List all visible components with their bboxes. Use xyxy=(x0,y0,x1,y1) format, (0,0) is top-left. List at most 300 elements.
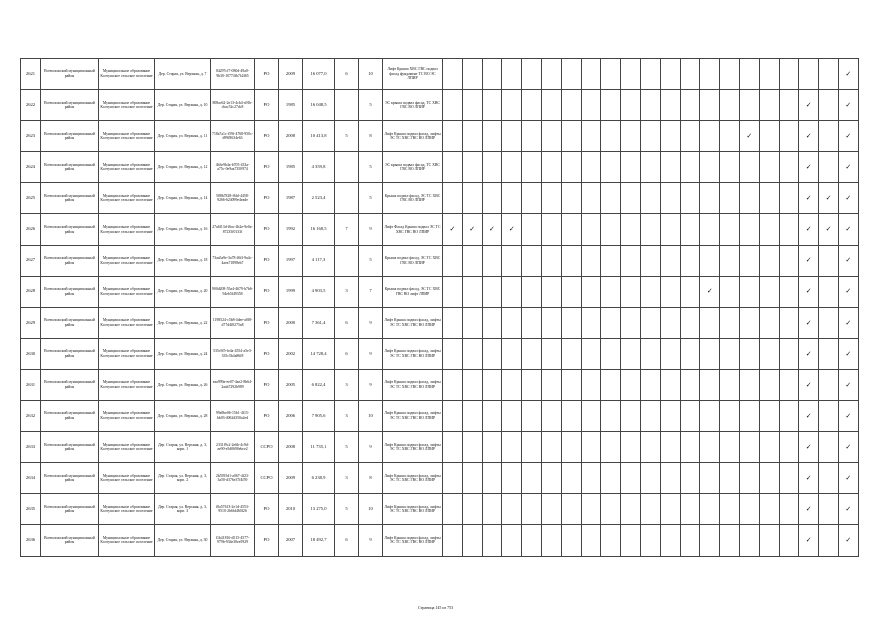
work-check-cell xyxy=(819,432,839,463)
row-number: 2629 xyxy=(21,307,41,338)
municipality-cell: Муниципальное образование Колтушское сельское поселение xyxy=(99,494,155,525)
work-check-cell xyxy=(482,432,502,463)
table-row xyxy=(21,276,859,307)
district-cell: Всеволожский муниципальный район xyxy=(41,276,99,307)
fund-form-cell: РО xyxy=(255,276,279,307)
work-check-cell xyxy=(759,121,779,152)
district-cell: Всеволожский муниципальный район xyxy=(41,463,99,494)
work-check-cell xyxy=(482,401,502,432)
work-check-cell xyxy=(779,525,799,556)
floors-min-cell: 5 xyxy=(335,121,359,152)
row-number: 2626 xyxy=(21,214,41,245)
work-check-cell xyxy=(502,59,522,90)
work-check-cell xyxy=(443,214,463,245)
table-row xyxy=(21,214,859,245)
work-check-cell xyxy=(462,276,482,307)
check-mark-icon: ✓ xyxy=(845,349,852,358)
work-check-cell xyxy=(581,338,601,369)
works-list-cell: Лифт Крыша подвал фасад, лифты ЭС ТС ХВС ГВС ВО ЛПИР xyxy=(383,432,443,463)
table-row xyxy=(21,525,859,556)
work-check-cell xyxy=(680,494,700,525)
work-check-cell xyxy=(739,432,759,463)
work-check-cell xyxy=(819,245,839,276)
address-cell: Дер. Старая, ул. Верхняя, д. 14 xyxy=(155,183,211,214)
work-check-cell xyxy=(640,121,660,152)
work-check-cell xyxy=(621,338,641,369)
work-check-cell xyxy=(838,369,858,400)
address-cell: Дер. Старая, ул. Верхняя, д. 30 xyxy=(155,525,211,556)
guid-cell: 2331f9c2-2e6b-4c9d-ae90-e5d0690ebce2 xyxy=(211,432,255,463)
year-cell: 2007 xyxy=(279,525,303,556)
work-check-cell xyxy=(502,276,522,307)
work-check-cell xyxy=(443,338,463,369)
work-check-cell xyxy=(640,525,660,556)
work-check-cell xyxy=(443,369,463,400)
work-check-cell xyxy=(581,494,601,525)
work-check-cell xyxy=(640,369,660,400)
work-check-cell xyxy=(601,463,621,494)
table-row xyxy=(21,338,859,369)
work-check-cell xyxy=(522,90,542,121)
municipality-cell: Муниципальное образование Колтушское сельское поселение xyxy=(99,432,155,463)
floors-max-cell: 5 xyxy=(359,152,383,183)
check-mark-icon: ✓ xyxy=(746,131,753,140)
work-check-cell xyxy=(680,183,700,214)
address-cell: Дер. Старая, ул. Верхняя, д. 28 xyxy=(155,401,211,432)
floors-min-cell: 3 xyxy=(335,463,359,494)
work-check-cell xyxy=(739,245,759,276)
work-check-cell xyxy=(640,90,660,121)
work-check-cell xyxy=(680,463,700,494)
area-cell: 6 822,4 xyxy=(303,369,335,400)
row-number: 2634 xyxy=(21,463,41,494)
work-check-cell xyxy=(462,525,482,556)
work-check-cell xyxy=(482,494,502,525)
work-check-cell xyxy=(443,494,463,525)
work-check-cell xyxy=(621,369,641,400)
fund-form-cell: РО xyxy=(255,369,279,400)
fund-form-cell: РО xyxy=(255,121,279,152)
work-check-cell xyxy=(462,494,482,525)
fund-form-cell: РО xyxy=(255,338,279,369)
work-check-cell xyxy=(443,432,463,463)
work-check-cell xyxy=(660,338,680,369)
work-check-cell xyxy=(601,525,621,556)
work-check-cell xyxy=(838,432,858,463)
row-number: 2622 xyxy=(21,90,41,121)
work-check-cell xyxy=(700,525,720,556)
check-mark-icon: ✓ xyxy=(845,380,852,389)
work-check-cell xyxy=(819,121,839,152)
work-check-cell xyxy=(680,276,700,307)
work-check-cell xyxy=(462,121,482,152)
work-check-cell xyxy=(640,183,660,214)
work-check-cell xyxy=(541,525,561,556)
work-check-cell xyxy=(700,214,720,245)
area-cell: 11 735,1 xyxy=(303,432,335,463)
work-check-cell xyxy=(621,494,641,525)
district-cell: Всеволожский муниципальный район xyxy=(41,214,99,245)
work-check-cell xyxy=(502,525,522,556)
area-cell: 16 168,5 xyxy=(303,214,335,245)
work-check-cell xyxy=(482,463,502,494)
work-check-cell xyxy=(759,214,779,245)
work-check-cell xyxy=(799,338,819,369)
work-check-cell xyxy=(601,90,621,121)
work-check-cell xyxy=(819,463,839,494)
municipality-cell: Муниципальное образование Колтушское сельское поселение xyxy=(99,276,155,307)
work-check-cell xyxy=(838,214,858,245)
row-number: 2632 xyxy=(21,401,41,432)
check-mark-icon: ✓ xyxy=(845,163,852,172)
municipality-cell: Муниципальное образование Колтушское сельское поселение xyxy=(99,463,155,494)
work-check-cell xyxy=(621,59,641,90)
work-check-cell xyxy=(482,121,502,152)
check-mark-icon: ✓ xyxy=(845,69,852,78)
municipality-cell: Муниципальное образование Колтушское сельское поселение xyxy=(99,525,155,556)
work-check-cell xyxy=(700,307,720,338)
work-check-cell xyxy=(739,90,759,121)
table-row xyxy=(21,432,859,463)
floors-min-cell: 6 xyxy=(335,525,359,556)
municipality-cell: Муниципальное образование Колтушское сельское поселение xyxy=(99,152,155,183)
check-mark-icon: ✓ xyxy=(845,318,852,327)
work-check-cell xyxy=(522,307,542,338)
work-check-cell xyxy=(561,121,581,152)
work-check-cell xyxy=(838,59,858,90)
address-cell: Дер. Старая, ул. Верхняя, д. 11 xyxy=(155,121,211,152)
check-mark-icon: ✓ xyxy=(805,411,812,420)
floors-min-cell: 6 xyxy=(335,338,359,369)
work-check-cell xyxy=(720,121,740,152)
area-cell: 7 361,4 xyxy=(303,307,335,338)
work-check-cell xyxy=(739,401,759,432)
work-check-cell xyxy=(443,307,463,338)
work-check-cell xyxy=(581,401,601,432)
area-cell: 4 117,3 xyxy=(303,245,335,276)
work-check-cell xyxy=(739,183,759,214)
work-check-cell xyxy=(561,59,581,90)
work-check-cell xyxy=(700,401,720,432)
floors-max-cell: 5 xyxy=(359,183,383,214)
work-check-cell xyxy=(640,494,660,525)
district-cell: Всеволожский муниципальный район xyxy=(41,152,99,183)
work-check-cell xyxy=(443,525,463,556)
work-check-cell xyxy=(680,59,700,90)
work-check-cell xyxy=(621,90,641,121)
work-check-cell xyxy=(621,307,641,338)
year-cell: 1985 xyxy=(279,90,303,121)
work-check-cell xyxy=(581,214,601,245)
work-check-cell xyxy=(779,245,799,276)
work-check-cell xyxy=(680,245,700,276)
row-number: 2623 xyxy=(21,121,41,152)
work-check-cell xyxy=(739,214,759,245)
floors-min-cell: 3 xyxy=(335,369,359,400)
work-check-cell xyxy=(660,59,680,90)
work-check-cell xyxy=(601,152,621,183)
guid-cell: 808ac62-2e13-4cb4-a91b-cbac52c27dc8 xyxy=(211,90,255,121)
work-check-cell xyxy=(759,494,779,525)
address-cell: Дер. Старая, ул. Верхняя, д. 7 xyxy=(155,59,211,90)
work-check-cell xyxy=(739,463,759,494)
work-check-cell xyxy=(541,121,561,152)
table-row xyxy=(21,152,859,183)
guid-cell: 900d208-55a4-4679-b7b6-94eb5f49358 xyxy=(211,276,255,307)
row-number: 2635 xyxy=(21,494,41,525)
work-check-cell xyxy=(561,245,581,276)
work-check-cell xyxy=(561,525,581,556)
district-cell: Всеволожский муниципальный район xyxy=(41,369,99,400)
row-number: 2633 xyxy=(21,432,41,463)
work-check-cell xyxy=(522,152,542,183)
row-number: 2628 xyxy=(21,276,41,307)
floors-max-cell: 9 xyxy=(359,307,383,338)
work-check-cell xyxy=(700,183,720,214)
area-cell: 14 728,4 xyxy=(303,338,335,369)
check-mark-icon: ✓ xyxy=(845,100,852,109)
check-mark-icon: ✓ xyxy=(845,411,852,420)
address-cell: Дер. Старая, ул. Верхняя, д. 24 xyxy=(155,338,211,369)
year-cell: 1987 xyxy=(279,183,303,214)
check-mark-icon: ✓ xyxy=(845,536,852,545)
work-check-cell xyxy=(720,245,740,276)
guid-cell: 718a7a1c-f59f-4768-950c-d99f8634e63 xyxy=(211,121,255,152)
row-number: 2627 xyxy=(21,245,41,276)
work-check-cell xyxy=(561,307,581,338)
work-check-cell xyxy=(581,276,601,307)
municipality-cell: Муниципальное образование Колтушское сельское поселение xyxy=(99,183,155,214)
work-check-cell xyxy=(660,494,680,525)
work-check-cell xyxy=(462,432,482,463)
work-check-cell xyxy=(819,183,839,214)
work-check-cell xyxy=(720,90,740,121)
fund-form-cell: ССРО xyxy=(255,463,279,494)
page-number: Страница 145 из 753 xyxy=(418,605,454,610)
work-check-cell xyxy=(799,494,819,525)
work-check-cell xyxy=(581,183,601,214)
work-check-cell xyxy=(739,59,759,90)
work-check-cell xyxy=(640,276,660,307)
work-check-cell xyxy=(680,121,700,152)
work-check-cell xyxy=(720,59,740,90)
work-check-cell xyxy=(739,307,759,338)
work-check-cell xyxy=(700,152,720,183)
floors-min-cell: 6 xyxy=(335,307,359,338)
work-check-cell xyxy=(621,214,641,245)
floors-max-cell: 8 xyxy=(359,463,383,494)
work-check-cell xyxy=(700,121,720,152)
work-check-cell xyxy=(443,121,463,152)
work-check-cell xyxy=(581,59,601,90)
work-check-cell xyxy=(601,369,621,400)
district-cell: Всеволожский муниципальный район xyxy=(41,525,99,556)
work-check-cell xyxy=(799,369,819,400)
fund-form-cell: РО xyxy=(255,307,279,338)
work-check-cell xyxy=(838,245,858,276)
work-check-cell xyxy=(601,183,621,214)
row-number: 2631 xyxy=(21,369,41,400)
work-check-cell xyxy=(700,369,720,400)
work-check-cell xyxy=(720,369,740,400)
check-mark-icon: ✓ xyxy=(845,194,852,203)
address-cell: Дер. Старая, ул. Верхняя, д. 12 xyxy=(155,152,211,183)
floors-max-cell: 9 xyxy=(359,214,383,245)
check-mark-icon: ✓ xyxy=(845,473,852,482)
work-check-cell xyxy=(561,494,581,525)
work-check-cell xyxy=(640,463,660,494)
work-check-cell xyxy=(819,494,839,525)
work-check-cell xyxy=(502,401,522,432)
work-check-cell xyxy=(759,307,779,338)
work-check-cell xyxy=(581,307,601,338)
guid-cell: 27a6f13d-f6ac-4b2e-9e0a-87235f0133f xyxy=(211,214,255,245)
work-check-cell xyxy=(779,214,799,245)
work-check-cell xyxy=(581,152,601,183)
work-check-cell xyxy=(799,152,819,183)
check-mark-icon: ✓ xyxy=(805,442,812,451)
year-cell: 2009 xyxy=(279,59,303,90)
work-check-cell xyxy=(482,307,502,338)
work-check-cell xyxy=(680,307,700,338)
district-cell: Всеволожский муниципальный район xyxy=(41,121,99,152)
work-check-cell xyxy=(541,152,561,183)
work-check-cell xyxy=(561,432,581,463)
fund-form-cell: ССРО xyxy=(255,432,279,463)
work-check-cell xyxy=(799,525,819,556)
work-check-cell xyxy=(482,525,502,556)
work-check-cell xyxy=(640,245,660,276)
work-check-cell xyxy=(561,183,581,214)
floors-max-cell: 8 xyxy=(359,121,383,152)
work-check-cell xyxy=(680,525,700,556)
work-check-cell xyxy=(443,90,463,121)
work-check-cell xyxy=(680,90,700,121)
work-check-cell xyxy=(522,214,542,245)
check-mark-icon: ✓ xyxy=(845,287,852,296)
work-check-cell xyxy=(700,245,720,276)
work-check-cell xyxy=(621,121,641,152)
work-check-cell xyxy=(541,276,561,307)
check-mark-icon: ✓ xyxy=(825,194,832,203)
municipality-cell: Муниципальное образование Колтушское сельское поселение xyxy=(99,59,155,90)
work-check-cell xyxy=(462,463,482,494)
check-mark-icon: ✓ xyxy=(845,225,852,234)
work-check-cell xyxy=(838,494,858,525)
work-check-cell xyxy=(819,276,839,307)
fund-form-cell: РО xyxy=(255,494,279,525)
work-check-cell xyxy=(720,401,740,432)
work-check-cell xyxy=(819,525,839,556)
work-check-cell xyxy=(482,90,502,121)
municipality-cell: Муниципальное образование Колтушское сельское поселение xyxy=(99,90,155,121)
floors-min-cell: 7 xyxy=(335,214,359,245)
work-check-cell xyxy=(838,183,858,214)
work-check-cell xyxy=(522,276,542,307)
work-check-cell xyxy=(640,59,660,90)
work-check-cell xyxy=(462,214,482,245)
work-check-cell xyxy=(462,152,482,183)
work-check-cell xyxy=(838,152,858,183)
work-check-cell xyxy=(522,338,542,369)
work-check-cell xyxy=(700,338,720,369)
work-check-cell xyxy=(838,121,858,152)
work-check-cell xyxy=(838,401,858,432)
work-check-cell xyxy=(561,276,581,307)
work-check-cell xyxy=(779,432,799,463)
table-row xyxy=(21,463,859,494)
work-check-cell xyxy=(819,214,839,245)
work-check-cell xyxy=(700,90,720,121)
fund-form-cell: РО xyxy=(255,245,279,276)
work-check-cell xyxy=(838,307,858,338)
work-check-cell xyxy=(720,276,740,307)
district-cell: Всеволожский муниципальный район xyxy=(41,401,99,432)
floors-min-cell xyxy=(335,245,359,276)
work-check-cell xyxy=(819,401,839,432)
guid-cell: 4b3e9b4a-b705-433a-a75c-0e9aa7350974 xyxy=(211,152,255,183)
municipality-cell: Муниципальное образование Колтушское сельское поселение xyxy=(99,245,155,276)
works-list-cell: Лифт Фасад Крыша подвал ЭС ТС ХВС ГВС ВО ЛПИР xyxy=(383,214,443,245)
work-check-cell xyxy=(601,59,621,90)
work-check-cell xyxy=(779,463,799,494)
check-mark-icon: ✓ xyxy=(489,225,495,234)
floors-max-cell: 10 xyxy=(359,59,383,90)
check-mark-icon: ✓ xyxy=(805,473,812,482)
floors-min-cell: 3 xyxy=(335,401,359,432)
works-list-cell: Лифт Крыша ХВС ГВС подвал фасад фундамент ТС ВО ЭС ЛПИР xyxy=(383,59,443,90)
work-check-cell xyxy=(601,307,621,338)
work-check-cell xyxy=(462,90,482,121)
work-check-cell xyxy=(621,432,641,463)
work-check-cell xyxy=(700,494,720,525)
work-check-cell xyxy=(779,369,799,400)
work-check-cell xyxy=(621,152,641,183)
work-check-cell xyxy=(799,401,819,432)
address-cell: Дер. Старая, ул. Верхняя, д. 22 xyxy=(155,307,211,338)
work-check-cell xyxy=(482,152,502,183)
work-check-cell xyxy=(779,494,799,525)
year-cell: 2008 xyxy=(279,121,303,152)
fund-form-cell: РО xyxy=(255,59,279,90)
work-check-cell xyxy=(541,432,561,463)
fund-form-cell: РО xyxy=(255,525,279,556)
floors-max-cell: 5 xyxy=(359,245,383,276)
area-cell: 2 523,4 xyxy=(303,183,335,214)
address-cell: Дер. Старая, ул. Верхняя, д. 10 xyxy=(155,90,211,121)
work-check-cell xyxy=(601,245,621,276)
work-check-cell xyxy=(601,121,621,152)
work-check-cell xyxy=(462,369,482,400)
work-check-cell xyxy=(838,525,858,556)
table-row xyxy=(21,307,859,338)
work-check-cell xyxy=(720,432,740,463)
work-check-cell xyxy=(799,276,819,307)
work-check-cell xyxy=(819,369,839,400)
work-check-cell xyxy=(482,245,502,276)
work-check-cell xyxy=(462,338,482,369)
work-check-cell xyxy=(759,338,779,369)
work-check-cell xyxy=(779,121,799,152)
work-check-cell xyxy=(443,152,463,183)
work-check-cell xyxy=(522,494,542,525)
work-check-cell xyxy=(680,214,700,245)
work-check-cell xyxy=(799,121,819,152)
floors-min-cell xyxy=(335,183,359,214)
municipality-cell: Муниципальное образование Колтушское сельское поселение xyxy=(99,338,155,369)
year-cell: 1997 xyxy=(279,245,303,276)
work-check-cell xyxy=(700,463,720,494)
